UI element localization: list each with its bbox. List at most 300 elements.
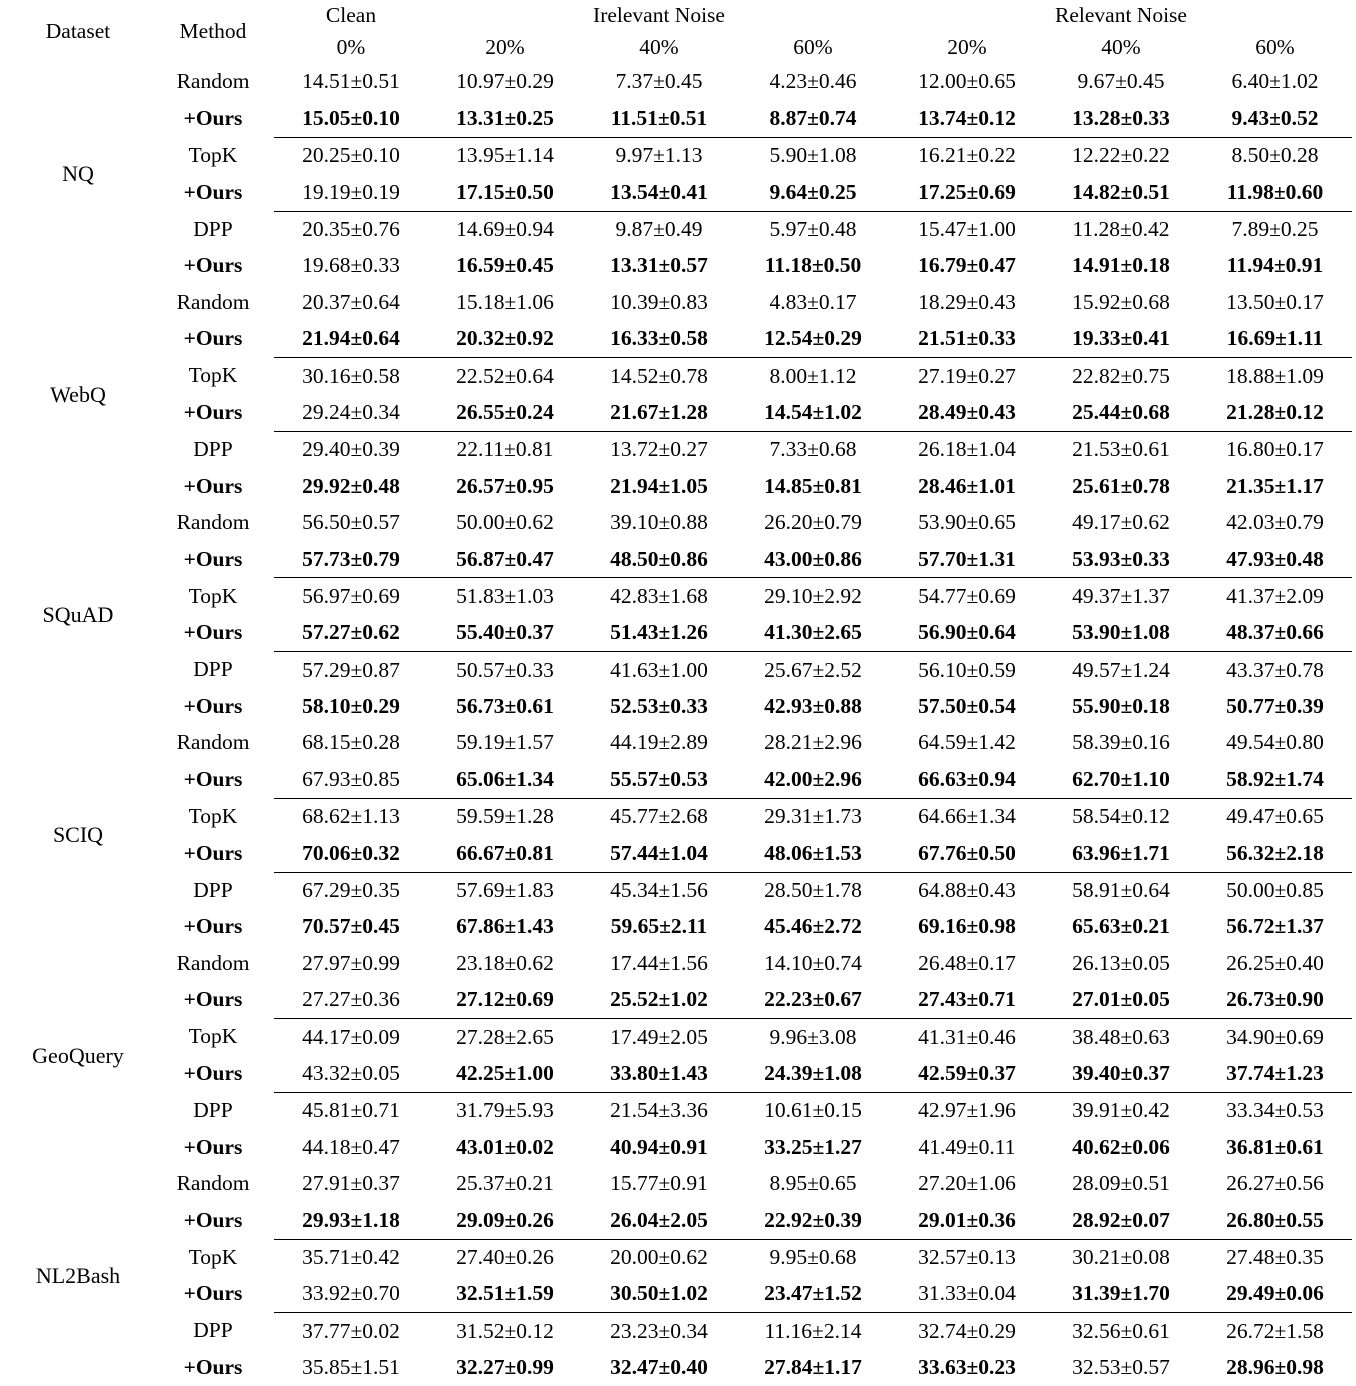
metric-cell: 24.39±1.08 bbox=[764, 1060, 862, 1085]
metric-cell: 41.49±0.11 bbox=[918, 1134, 1016, 1159]
metric-cell: 9.95±0.68 bbox=[769, 1244, 857, 1269]
column-header-percent: 0% bbox=[336, 34, 366, 59]
metric-cell: 20.37±0.64 bbox=[302, 289, 400, 314]
metric-cell: 31.33±0.04 bbox=[918, 1281, 1016, 1306]
metric-cell: 51.43±1.26 bbox=[610, 620, 708, 645]
method-label: TopK bbox=[188, 804, 238, 828]
column-header-percent: 40% bbox=[1101, 34, 1141, 59]
method-label-ours: +Ours bbox=[183, 1060, 243, 1085]
method-label-ours: +Ours bbox=[183, 179, 243, 204]
metric-cell: 66.63±0.94 bbox=[918, 766, 1016, 791]
metric-cell: 14.52±0.78 bbox=[610, 363, 708, 388]
metric-cell: 34.90±0.69 bbox=[1226, 1024, 1324, 1049]
metric-cell: 43.37±0.78 bbox=[1226, 657, 1324, 682]
metric-cell: 27.48±0.35 bbox=[1226, 1244, 1324, 1269]
method-label-ours: +Ours bbox=[183, 253, 243, 278]
metric-cell: 40.94±0.91 bbox=[610, 1134, 708, 1159]
metric-cell: 17.49±2.05 bbox=[610, 1024, 708, 1049]
metric-cell: 18.29±0.43 bbox=[918, 289, 1016, 314]
metric-cell: 26.27±0.56 bbox=[1226, 1171, 1324, 1196]
metric-cell: 45.46±2.72 bbox=[764, 914, 862, 939]
metric-cell: 26.25±0.40 bbox=[1226, 950, 1324, 975]
metric-cell: 26.80±0.55 bbox=[1226, 1207, 1324, 1232]
metric-cell: 21.94±1.05 bbox=[610, 473, 708, 498]
table-row bbox=[4, 982, 1352, 1018]
metric-cell: 57.29±0.87 bbox=[302, 657, 400, 682]
metric-cell: 56.10±0.59 bbox=[918, 657, 1016, 682]
metric-cell: 22.82±0.75 bbox=[1072, 363, 1170, 388]
metric-cell: 41.63±1.00 bbox=[610, 657, 708, 682]
method-label: Random bbox=[176, 1171, 250, 1196]
metric-cell: 32.47±0.40 bbox=[610, 1355, 708, 1380]
metric-cell: 66.67±0.81 bbox=[456, 840, 554, 865]
metric-cell: 27.40±0.26 bbox=[456, 1244, 554, 1269]
dataset-label: WebQ bbox=[50, 381, 106, 407]
metric-cell: 22.23±0.67 bbox=[764, 987, 862, 1012]
method-label-ours: +Ours bbox=[183, 399, 243, 424]
metric-cell: 26.72±1.58 bbox=[1226, 1318, 1324, 1343]
metric-cell: 29.31±1.73 bbox=[764, 804, 862, 829]
metric-cell: 29.92±0.48 bbox=[302, 473, 400, 498]
dataset-label: NL2Bash bbox=[35, 1262, 121, 1288]
table-row bbox=[4, 321, 1352, 357]
metric-cell: 7.37±0.45 bbox=[615, 69, 703, 94]
table-row bbox=[4, 578, 1352, 615]
metric-cell: 27.43±0.71 bbox=[918, 987, 1016, 1012]
metric-cell: 67.93±0.85 bbox=[302, 766, 400, 791]
metric-cell: 33.80±1.43 bbox=[610, 1060, 708, 1085]
metric-cell: 4.23±0.46 bbox=[769, 69, 857, 94]
metric-cell: 53.90±0.65 bbox=[918, 510, 1016, 535]
metric-cell: 53.90±1.08 bbox=[1072, 620, 1170, 645]
metric-cell: 35.71±0.42 bbox=[302, 1244, 400, 1269]
metric-cell: 26.13±0.05 bbox=[1072, 950, 1170, 975]
metric-cell: 8.95±0.65 bbox=[769, 1171, 857, 1196]
metric-cell: 52.53±0.33 bbox=[610, 694, 708, 719]
column-header-percent: 20% bbox=[485, 34, 525, 59]
metric-cell: 28.09±0.51 bbox=[1072, 1171, 1170, 1196]
metric-cell: 11.16±2.14 bbox=[764, 1318, 862, 1343]
table-row bbox=[4, 468, 1352, 504]
table-row bbox=[4, 1019, 1352, 1056]
metric-cell: 10.39±0.83 bbox=[610, 289, 708, 314]
table-row bbox=[4, 64, 1352, 100]
table-row bbox=[4, 100, 1352, 136]
method-label: TopK bbox=[188, 583, 238, 608]
metric-cell: 57.73±0.79 bbox=[302, 546, 400, 571]
metric-cell: 63.96±1.71 bbox=[1072, 840, 1170, 865]
metric-cell: 8.00±1.12 bbox=[769, 363, 857, 388]
metric-cell: 45.34±1.56 bbox=[610, 878, 708, 903]
metric-cell: 15.92±0.68 bbox=[1072, 289, 1170, 314]
dataset-label: SCIQ bbox=[52, 822, 104, 848]
metric-cell: 56.87±0.47 bbox=[456, 546, 554, 571]
table-row bbox=[4, 211, 1352, 248]
dataset-label: NQ bbox=[62, 161, 94, 187]
metric-cell: 28.21±2.96 bbox=[764, 730, 862, 755]
metric-cell: 29.24±0.34 bbox=[302, 399, 400, 424]
metric-cell: 37.77±0.02 bbox=[302, 1318, 400, 1343]
method-label-ours: +Ours bbox=[183, 546, 243, 571]
metric-cell: 13.50±0.17 bbox=[1226, 289, 1324, 314]
metric-cell: 31.79±5.93 bbox=[456, 1098, 554, 1123]
metric-cell: 39.10±0.88 bbox=[610, 510, 708, 535]
metric-cell: 33.92±0.70 bbox=[302, 1281, 400, 1306]
method-label: DPP bbox=[193, 1098, 233, 1123]
metric-cell: 36.81±0.61 bbox=[1226, 1134, 1324, 1159]
metric-cell: 27.91±0.37 bbox=[302, 1171, 400, 1196]
metric-cell: 27.19±0.27 bbox=[918, 363, 1016, 388]
method-label: DPP bbox=[193, 437, 233, 462]
metric-cell: 67.76±0.50 bbox=[918, 840, 1016, 865]
metric-cell: 20.32±0.92 bbox=[456, 326, 554, 351]
metric-cell: 58.92±1.74 bbox=[1226, 766, 1324, 791]
metric-cell: 13.28±0.33 bbox=[1072, 105, 1170, 130]
metric-cell: 11.18±0.50 bbox=[764, 253, 862, 278]
metric-cell: 49.54±0.80 bbox=[1226, 730, 1324, 755]
metric-cell: 9.67±0.45 bbox=[1077, 69, 1165, 94]
metric-cell: 55.40±0.37 bbox=[456, 620, 554, 645]
method-label-ours: +Ours bbox=[183, 1355, 243, 1380]
metric-cell: 15.47±1.00 bbox=[918, 217, 1016, 241]
table-row bbox=[4, 689, 1352, 725]
table-row bbox=[4, 1313, 1352, 1350]
method-label: Random bbox=[176, 69, 250, 94]
method-label-ours: +Ours bbox=[183, 914, 243, 939]
metric-cell: 70.06±0.32 bbox=[302, 840, 400, 865]
metric-cell: 29.49±0.06 bbox=[1226, 1281, 1324, 1306]
method-label-ours: +Ours bbox=[183, 105, 243, 130]
table-row bbox=[4, 431, 1352, 468]
metric-cell: 15.18±1.06 bbox=[456, 289, 554, 314]
table-row bbox=[4, 872, 1352, 909]
method-label: DPP bbox=[193, 877, 233, 902]
metric-cell: 32.27±0.99 bbox=[456, 1355, 554, 1380]
metric-cell: 11.94±0.91 bbox=[1226, 253, 1324, 278]
method-label-ours: +Ours bbox=[183, 840, 243, 865]
metric-cell: 19.33±0.41 bbox=[1072, 326, 1170, 351]
metric-cell: 41.30±2.65 bbox=[764, 620, 862, 645]
metric-cell: 21.53±0.61 bbox=[1072, 437, 1170, 462]
method-label: DPP bbox=[193, 1318, 233, 1343]
metric-cell: 8.87±0.74 bbox=[769, 105, 857, 130]
metric-cell: 59.19±1.57 bbox=[456, 730, 554, 755]
metric-cell: 29.01±0.36 bbox=[918, 1207, 1016, 1232]
metric-cell: 5.97±0.48 bbox=[769, 217, 857, 241]
metric-cell: 26.04±2.05 bbox=[610, 1207, 708, 1232]
metric-cell: 18.88±1.09 bbox=[1226, 363, 1324, 388]
metric-cell: 14.69±0.94 bbox=[456, 217, 554, 241]
table-row bbox=[4, 652, 1352, 689]
metric-cell: 16.33±0.58 bbox=[610, 326, 708, 351]
metric-cell: 7.33±0.68 bbox=[769, 437, 857, 462]
metric-cell: 59.65±2.11 bbox=[610, 914, 708, 939]
metric-cell: 31.39±1.70 bbox=[1072, 1281, 1170, 1306]
metric-cell: 11.98±0.60 bbox=[1226, 179, 1324, 204]
metric-cell: 51.83±1.03 bbox=[456, 583, 554, 608]
metric-cell: 14.54±1.02 bbox=[764, 399, 862, 424]
column-header-method: Method bbox=[179, 19, 247, 44]
metric-cell: 21.51±0.33 bbox=[918, 326, 1016, 351]
metric-cell: 27.12±0.69 bbox=[456, 987, 554, 1012]
metric-cell: 15.05±0.10 bbox=[302, 105, 400, 130]
metric-cell: 38.48±0.63 bbox=[1072, 1024, 1170, 1049]
column-header-percent: 40% bbox=[639, 34, 679, 59]
metric-cell: 59.59±1.28 bbox=[456, 804, 554, 829]
metric-cell: 16.80±0.17 bbox=[1226, 437, 1324, 462]
metric-cell: 55.57±0.53 bbox=[610, 766, 708, 791]
column-header-percent: 20% bbox=[947, 34, 987, 59]
metric-cell: 48.37±0.66 bbox=[1226, 620, 1324, 645]
table-row bbox=[4, 1350, 1352, 1386]
metric-cell: 43.00±0.86 bbox=[764, 546, 862, 571]
metric-cell: 13.54±0.41 bbox=[610, 179, 708, 204]
table-row bbox=[4, 284, 1352, 320]
metric-cell: 23.47±1.52 bbox=[764, 1281, 862, 1306]
metric-cell: 5.90±1.08 bbox=[769, 143, 857, 168]
metric-cell: 11.51±0.51 bbox=[610, 105, 708, 130]
metric-cell: 28.92±0.07 bbox=[1072, 1207, 1170, 1232]
metric-cell: 32.53±0.57 bbox=[1072, 1355, 1170, 1380]
metric-cell: 26.57±0.95 bbox=[456, 473, 554, 498]
table-row bbox=[4, 1202, 1352, 1238]
metric-cell: 14.51±0.51 bbox=[302, 69, 400, 94]
metric-cell: 50.77±0.39 bbox=[1226, 694, 1324, 719]
metric-cell: 20.35±0.76 bbox=[302, 217, 400, 241]
metric-cell: 39.40±0.37 bbox=[1072, 1060, 1170, 1085]
metric-cell: 16.79±0.47 bbox=[918, 253, 1016, 278]
metric-cell: 25.67±2.52 bbox=[764, 657, 862, 682]
metric-cell: 26.48±0.17 bbox=[918, 950, 1016, 975]
metric-cell: 12.00±0.65 bbox=[918, 69, 1016, 94]
metric-cell: 6.40±1.02 bbox=[1231, 69, 1319, 94]
metric-cell: 17.15±0.50 bbox=[456, 179, 554, 204]
metric-cell: 49.47±0.65 bbox=[1226, 804, 1324, 829]
table-row bbox=[4, 541, 1352, 577]
metric-cell: 48.06±1.53 bbox=[764, 840, 862, 865]
dataset-label: GeoQuery bbox=[32, 1042, 124, 1068]
metric-cell: 49.57±1.24 bbox=[1072, 657, 1170, 682]
table-row bbox=[4, 1166, 1352, 1202]
metric-cell: 50.57±0.33 bbox=[456, 657, 554, 682]
metric-cell: 41.37±2.09 bbox=[1226, 583, 1324, 608]
metric-cell: 9.87±0.49 bbox=[615, 217, 703, 241]
method-label-ours: +Ours bbox=[183, 694, 243, 719]
table-row bbox=[4, 725, 1352, 761]
column-header-percent: 60% bbox=[1255, 34, 1295, 59]
metric-cell: 13.74±0.12 bbox=[918, 105, 1016, 130]
metric-cell: 32.56±0.61 bbox=[1072, 1318, 1170, 1343]
table-row bbox=[4, 615, 1352, 651]
metric-cell: 57.44±1.04 bbox=[610, 840, 708, 865]
metric-cell: 45.77±2.68 bbox=[610, 804, 708, 829]
table-row bbox=[4, 909, 1352, 945]
table-row bbox=[4, 835, 1352, 871]
metric-cell: 47.93±0.48 bbox=[1226, 546, 1324, 571]
metric-cell: 27.27±0.36 bbox=[302, 987, 400, 1012]
metric-cell: 17.25±0.69 bbox=[918, 179, 1016, 204]
method-label-ours: +Ours bbox=[183, 766, 243, 791]
metric-cell: 25.37±0.21 bbox=[456, 1171, 554, 1196]
metric-cell: 29.10±2.92 bbox=[764, 583, 862, 608]
metric-cell: 33.25±1.27 bbox=[764, 1134, 862, 1159]
metric-cell: 44.19±2.89 bbox=[610, 730, 708, 755]
metric-cell: 58.10±0.29 bbox=[302, 694, 400, 719]
metric-cell: 68.62±1.13 bbox=[302, 804, 400, 829]
metric-cell: 19.68±0.33 bbox=[302, 253, 400, 278]
metric-cell: 14.10±0.74 bbox=[764, 950, 862, 975]
metric-cell: 9.96±3.08 bbox=[769, 1024, 857, 1049]
metric-cell: 28.46±1.01 bbox=[918, 473, 1016, 498]
method-label: Random bbox=[176, 510, 250, 535]
metric-cell: 64.66±1.34 bbox=[918, 804, 1016, 829]
metric-cell: 42.93±0.88 bbox=[764, 694, 862, 719]
metric-cell: 10.61±0.15 bbox=[764, 1098, 862, 1123]
metric-cell: 41.31±0.46 bbox=[918, 1024, 1016, 1049]
metric-cell: 42.97±1.96 bbox=[918, 1098, 1016, 1123]
metric-cell: 21.94±0.64 bbox=[302, 326, 400, 351]
metric-cell: 17.44±1.56 bbox=[610, 950, 708, 975]
metric-cell: 20.25±0.10 bbox=[302, 143, 400, 168]
metric-cell: 22.92±0.39 bbox=[764, 1207, 862, 1232]
metric-cell: 21.28±0.12 bbox=[1226, 399, 1324, 424]
metric-cell: 56.90±0.64 bbox=[918, 620, 1016, 645]
metric-cell: 19.19±0.19 bbox=[302, 179, 400, 204]
metric-cell: 26.73±0.90 bbox=[1226, 987, 1324, 1012]
method-label: Random bbox=[176, 289, 250, 314]
metric-cell: 28.96±0.98 bbox=[1226, 1355, 1324, 1380]
table-row bbox=[4, 798, 1352, 835]
metric-cell: 56.72±1.37 bbox=[1226, 914, 1324, 939]
metric-cell: 57.70±1.31 bbox=[918, 546, 1016, 571]
metric-cell: 42.25±1.00 bbox=[456, 1060, 554, 1085]
metric-cell: 29.93±1.18 bbox=[302, 1207, 400, 1232]
metric-cell: 43.01±0.02 bbox=[456, 1134, 554, 1159]
dataset-label: SQuAD bbox=[42, 601, 114, 627]
metric-cell: 27.97±0.99 bbox=[302, 950, 400, 975]
column-header-dataset: Dataset bbox=[45, 19, 111, 44]
metric-cell: 27.28±2.65 bbox=[456, 1024, 554, 1049]
metric-cell: 27.20±1.06 bbox=[918, 1171, 1016, 1196]
metric-cell: 14.85±0.81 bbox=[764, 473, 862, 498]
metric-cell: 40.62±0.06 bbox=[1072, 1134, 1170, 1159]
metric-cell: 55.90±0.18 bbox=[1072, 694, 1170, 719]
table-row bbox=[4, 1276, 1352, 1312]
metric-cell: 57.27±0.62 bbox=[302, 620, 400, 645]
method-label: TopK bbox=[188, 1244, 238, 1269]
metric-cell: 49.17±0.62 bbox=[1072, 510, 1170, 535]
metric-cell: 37.74±1.23 bbox=[1226, 1060, 1324, 1085]
header-row-groups bbox=[4, 0, 1352, 31]
results-table bbox=[4, 0, 1352, 1386]
metric-cell: 26.55±0.24 bbox=[456, 399, 554, 424]
table-row bbox=[4, 248, 1352, 284]
metric-cell: 67.29±0.35 bbox=[302, 878, 400, 903]
table-row bbox=[4, 945, 1352, 981]
metric-cell: 50.00±0.62 bbox=[456, 510, 554, 535]
metric-cell: 65.06±1.34 bbox=[456, 766, 554, 791]
metric-cell: 32.51±1.59 bbox=[456, 1281, 554, 1306]
metric-cell: 42.59±0.37 bbox=[918, 1060, 1016, 1085]
metric-cell: 48.50±0.86 bbox=[610, 546, 708, 571]
metric-cell: 64.88±0.43 bbox=[918, 878, 1016, 903]
table-row bbox=[4, 1239, 1352, 1276]
metric-cell: 49.37±1.37 bbox=[1072, 583, 1170, 608]
column-group-header: Clean bbox=[325, 2, 377, 27]
metric-cell: 13.95±1.14 bbox=[456, 143, 554, 168]
metric-cell: 42.83±1.68 bbox=[610, 583, 708, 608]
metric-cell: 21.67±1.28 bbox=[610, 399, 708, 424]
metric-cell: 13.72±0.27 bbox=[610, 437, 708, 462]
metric-cell: 56.32±2.18 bbox=[1226, 840, 1324, 865]
metric-cell: 29.09±0.26 bbox=[456, 1207, 554, 1232]
metric-cell: 57.69±1.83 bbox=[456, 878, 554, 903]
metric-cell: 45.81±0.71 bbox=[302, 1098, 400, 1123]
metric-cell: 25.61±0.78 bbox=[1072, 473, 1170, 498]
metric-cell: 30.21±0.08 bbox=[1072, 1244, 1170, 1269]
metric-cell: 9.43±0.52 bbox=[1231, 105, 1319, 130]
metric-cell: 33.34±0.53 bbox=[1226, 1098, 1324, 1123]
metric-cell: 42.00±2.96 bbox=[764, 766, 862, 791]
metric-cell: 69.16±0.98 bbox=[918, 914, 1016, 939]
metric-cell: 28.49±0.43 bbox=[918, 399, 1016, 424]
table-row bbox=[4, 174, 1352, 210]
metric-cell: 58.39±0.16 bbox=[1072, 730, 1170, 755]
metric-cell: 21.54±3.36 bbox=[610, 1098, 708, 1123]
metric-cell: 44.18±0.47 bbox=[302, 1134, 400, 1159]
metric-cell: 32.57±0.13 bbox=[918, 1244, 1016, 1269]
metric-cell: 8.50±0.28 bbox=[1231, 143, 1319, 168]
column-group-header: Irelevant Noise bbox=[593, 2, 725, 27]
metric-cell: 26.18±1.04 bbox=[918, 437, 1016, 462]
metric-cell: 32.74±0.29 bbox=[918, 1318, 1016, 1343]
metric-cell: 26.20±0.79 bbox=[764, 510, 862, 535]
method-label: TopK bbox=[188, 142, 238, 167]
method-label-ours: +Ours bbox=[183, 1281, 243, 1306]
metric-cell: 70.57±0.45 bbox=[302, 914, 400, 939]
table-row bbox=[4, 358, 1352, 395]
method-label-ours: +Ours bbox=[183, 326, 243, 351]
table-row bbox=[4, 1056, 1352, 1092]
metric-cell: 56.73±0.61 bbox=[456, 694, 554, 719]
table-row bbox=[4, 761, 1352, 797]
metric-cell: 33.63±0.23 bbox=[918, 1355, 1016, 1380]
method-label: TopK bbox=[188, 363, 238, 388]
metric-cell: 57.50±0.54 bbox=[918, 694, 1016, 719]
metric-cell: 21.35±1.17 bbox=[1226, 473, 1324, 498]
metric-cell: 58.54±0.12 bbox=[1072, 804, 1170, 829]
metric-cell: 16.59±0.45 bbox=[456, 253, 554, 278]
metric-cell: 58.91±0.64 bbox=[1072, 878, 1170, 903]
metric-cell: 9.97±1.13 bbox=[615, 143, 703, 168]
metric-cell: 14.82±0.51 bbox=[1072, 179, 1170, 204]
method-label: TopK bbox=[188, 1024, 238, 1049]
metric-cell: 10.97±0.29 bbox=[456, 69, 554, 94]
metric-cell: 53.93±0.33 bbox=[1072, 546, 1170, 571]
metric-cell: 12.54±0.29 bbox=[764, 326, 862, 351]
method-label: Random bbox=[176, 730, 250, 755]
method-label-ours: +Ours bbox=[183, 987, 243, 1012]
metric-cell: 11.28±0.42 bbox=[1072, 217, 1170, 241]
metric-cell: 4.83±0.17 bbox=[769, 289, 857, 314]
metric-cell: 44.17±0.09 bbox=[302, 1024, 400, 1049]
table-row bbox=[4, 395, 1352, 431]
metric-cell: 56.97±0.69 bbox=[302, 583, 400, 608]
metric-cell: 14.91±0.18 bbox=[1072, 253, 1170, 278]
method-label-ours: +Ours bbox=[183, 1134, 243, 1159]
table-row bbox=[4, 1092, 1352, 1129]
metric-cell: 9.64±0.25 bbox=[769, 179, 857, 204]
